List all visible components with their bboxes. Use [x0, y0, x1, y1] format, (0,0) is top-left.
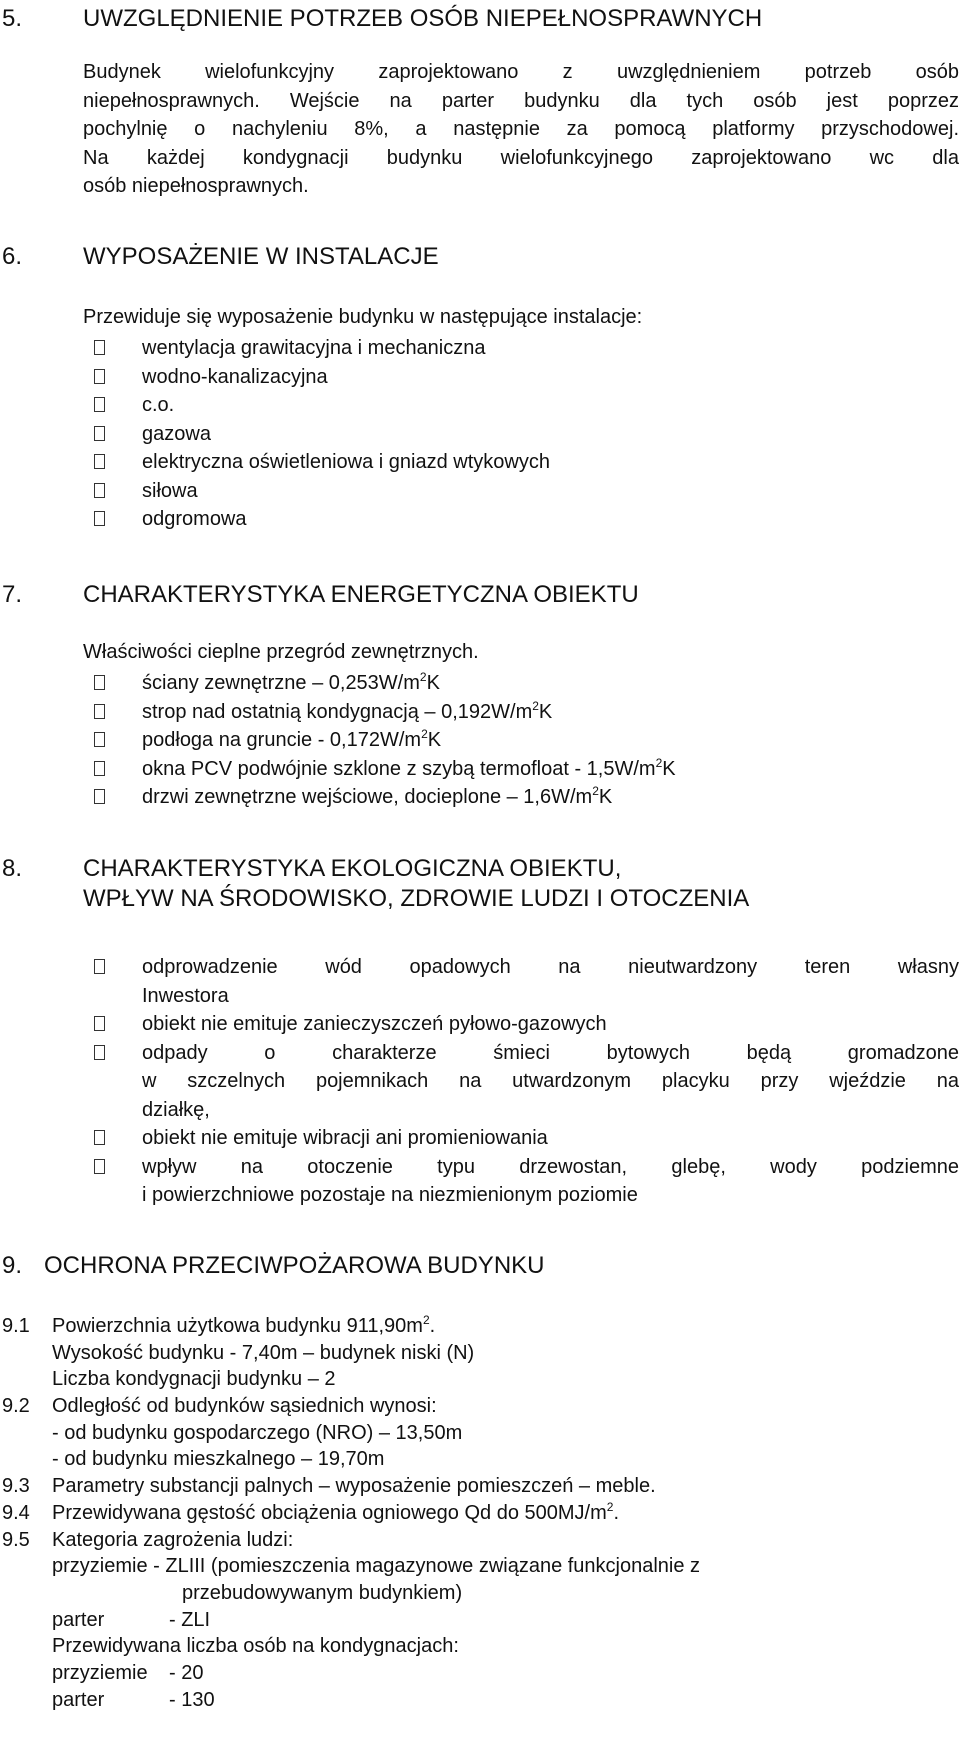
- detail-row: 9.4 Przewidywana gęstość obciążenia ogniowego Qd do $500MJ/m^2$.: [2, 1500, 952, 1527]
- detail-row: 9.5 Kategoria zagrożenia ludzi:: [2, 1527, 952, 1554]
- installations-list: [94, 334, 959, 534]
- list-item: drzwi zewnętrzne wejściowe, docieplone – $1,6W/m^2K$: [94, 783, 959, 812]
- section-number: 9.: [2, 1252, 23, 1279]
- square-bullet-icon: [94, 426, 105, 441]
- square-bullet-icon: [94, 454, 105, 469]
- detail-row: - od budynku mieszkalnego – 19,70m: [52, 1448, 385, 1471]
- square-bullet-icon: [94, 732, 105, 747]
- ecological-list: [94, 953, 959, 1210]
- square-bullet-icon: [94, 761, 105, 776]
- detail-row: Wysokość budynku - 7,40m – budynek niski (N): [52, 1341, 475, 1364]
- section-number: 7.: [2, 581, 23, 608]
- detail-row: parter - ZLI: [52, 1608, 211, 1631]
- square-bullet-icon: [94, 959, 105, 974]
- square-bullet-icon: [94, 1159, 105, 1174]
- detail-row: Liczba kondygnacji budynku – 2: [52, 1368, 336, 1391]
- fire-protection-details: [2, 1313, 952, 1713]
- section-6-intro: Przewiduje się wyposażenie budynku w następujące instalacje:: [83, 306, 643, 328]
- detail-row: przyziemie - 20: [52, 1661, 204, 1684]
- square-bullet-icon: [94, 704, 105, 719]
- detail-row: - od budynku gospodarczego (NRO) – 13,50m: [52, 1421, 463, 1444]
- square-bullet-icon: [94, 675, 105, 690]
- subsection-number: 9.1: [2, 1315, 30, 1337]
- list-item: wentylacja grawitacyjna i mechaniczna: [94, 334, 959, 363]
- section-title: WYPOSAŻENIE W INSTALACJE: [83, 243, 439, 270]
- section-7-intro: Właściwości cieplne przegród zewnętrznych.: [83, 641, 479, 663]
- square-bullet-icon: [94, 483, 105, 498]
- subsection-number: 9.5: [2, 1528, 30, 1551]
- detail-row: przyziemie - ZLIII (pomieszczenia magazynowe związane funkcjonalnie z: [52, 1555, 701, 1578]
- list-item: obiekt nie emituje wibracji ani promieniowania: [94, 1124, 959, 1153]
- subsection-number: 9.3: [2, 1475, 30, 1498]
- list-item: ściany zewnętrzne – $0,253W/m^2K$: [94, 669, 959, 698]
- detail-row: 9.2 Odległość od budynków sąsiednich wynosi:: [2, 1393, 952, 1420]
- list-item: odprowadzenie wód opadowych na nieutwardzony teren własny Inwestora: [94, 953, 959, 1010]
- list-item: wpływ na otoczenie typu drzewostan, glebę, wody podziemne i powierzchniowe pozostaje na niezmienionym poziomie: [94, 1153, 959, 1210]
- detail-row: 9.1 Powierzchnia użytkowa budynku $911,90m^2$.: [2, 1313, 952, 1340]
- subsection-number: 9.4: [2, 1501, 30, 1524]
- square-bullet-icon: [94, 340, 105, 355]
- section-number: 8.: [2, 855, 23, 882]
- list-item: gazowa: [94, 420, 959, 449]
- square-bullet-icon: [94, 1045, 105, 1060]
- square-bullet-icon: [94, 789, 105, 804]
- list-item: c.o.: [94, 391, 959, 420]
- square-bullet-icon: [94, 369, 105, 384]
- section-number: 6.: [2, 243, 23, 270]
- list-item: elektryczna oświetleniowa i gniazd wtykowych: [94, 448, 959, 477]
- section-title-line-2: WPŁYW NA ŚRODOWISKO, ZDROWIE LUDZI I OTOCZENIA: [83, 885, 750, 912]
- list-item: okna PCV podwójnie szklone z szybą termofloat - $1,5W/m^2K$: [94, 755, 959, 784]
- list-item: obiekt nie emituje zanieczyszczeń pyłowo-gazowych: [94, 1010, 959, 1039]
- list-item: siłowa: [94, 477, 959, 506]
- paragraph-line: osób niepełnosprawnych.: [83, 175, 309, 197]
- list-item: odgromowa: [94, 505, 959, 534]
- detail-row: Przewidywana liczba osób na kondygnacjach:: [52, 1635, 459, 1658]
- section-5-paragraph: [83, 58, 959, 201]
- square-bullet-icon: [94, 1130, 105, 1145]
- square-bullet-icon: [94, 397, 105, 412]
- detail-row: przebudowywanym budynkiem): [182, 1581, 463, 1604]
- section-number: 5.: [2, 5, 23, 32]
- paragraph-line: niepełnosprawnych. Wejście na parter budynku dla tych osób jest poprzez: [83, 89, 959, 112]
- detail-row: parter - 130: [52, 1688, 215, 1711]
- paragraph-line: Na każdej kondygnacji budynku wielofunkcyjnego zaprojektowano wc dla: [83, 146, 959, 169]
- paragraph-line: pochylnię o nachyleniu 8%, a następnie za pomocą platformy przyschodowej.: [83, 118, 959, 140]
- list-item: podłoga na gruncie - $0,172W/m^2K$: [94, 726, 959, 755]
- section-title-line-1: CHARAKTERYSTYKA EKOLOGICZNA OBIEKTU,: [83, 855, 622, 882]
- list-item: strop nad ostatnią kondygnacją – $0,192W/m^2K$: [94, 698, 959, 727]
- square-bullet-icon: [94, 1016, 105, 1031]
- list-item: odpady o charakterze śmieci bytowych będą gromadzone w szczelnych pojemnikach na utwardzonym placyku przy wjeździe na działkę,: [94, 1039, 959, 1125]
- section-title: OCHRONA PRZECIWPOŻAROWA BUDYNKU: [44, 1252, 545, 1279]
- subsection-number: 9.2: [2, 1395, 30, 1418]
- square-bullet-icon: [94, 511, 105, 526]
- detail-row: 9.3 Parametry substancji palnych – wyposażenie pomieszczeń – meble.: [2, 1473, 952, 1500]
- paragraph-line: Budynek wielofunkcyjny zaprojektowano z uwzględnieniem potrzeb osób: [83, 61, 959, 83]
- thermal-properties-list: [94, 669, 959, 812]
- section-title: CHARAKTERYSTYKA ENERGETYCZNA OBIEKTU: [83, 581, 639, 608]
- list-item: wodno-kanalizacyjna: [94, 363, 959, 392]
- section-title: UWZGLĘDNIENIE POTRZEB OSÓB NIEPEŁNOSPRAWNYCH: [83, 5, 763, 32]
